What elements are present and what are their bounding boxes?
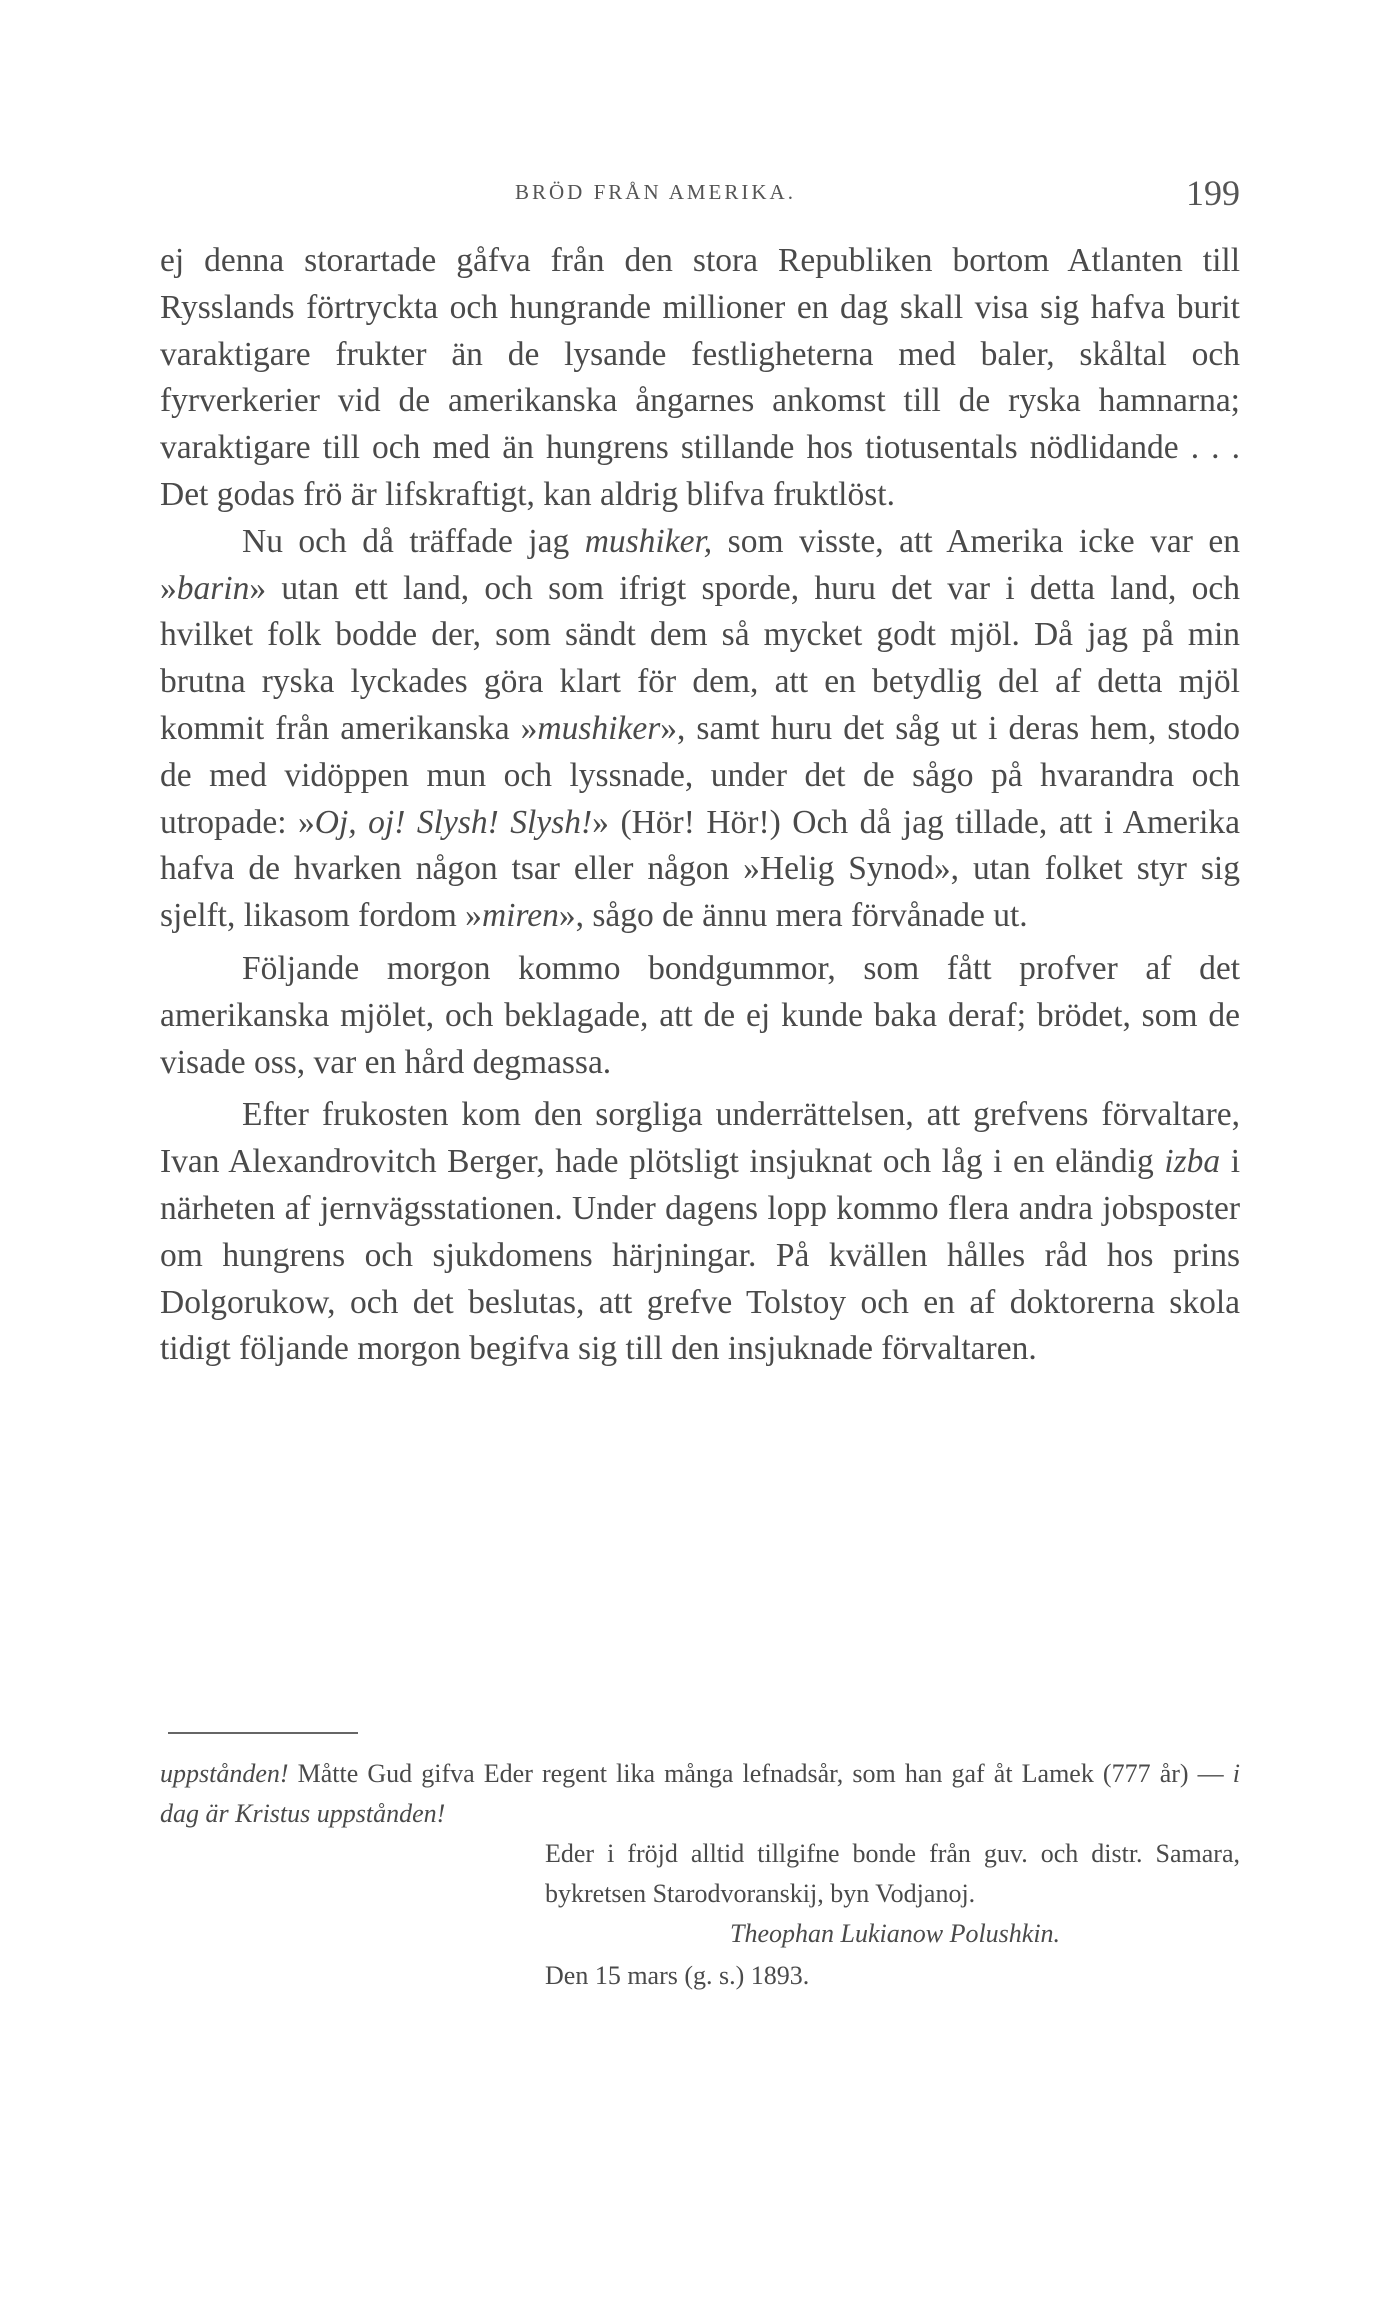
footnote-text: [160, 1754, 1240, 1834]
p2-italic-mushiker: mushiker,: [584, 522, 713, 560]
p2-italic-mushiker-2: mushiker: [537, 709, 661, 747]
p2-text-3: » utan ett land, och som ifrigt sporde, huru det var i detta land, och hvilket folk bodde der, som sändt dem så mycket godt mjöl. Då jag på min brutna ryska lyckades göra klart för dem, att en betydlig del af detta mjöl kommit från amerikanska »: [160, 569, 1240, 747]
page-number: 199: [1186, 173, 1240, 213]
p2-text-6: », sågo de ännu mera förvånade ut.: [558, 897, 1028, 935]
p2-text-2: som visste, att Amerika icke var en »: [160, 522, 1240, 607]
footnote-signature-name: Theophan Lukianow Polushkin.: [730, 1919, 1061, 1948]
paragraph-4: [160, 1092, 1240, 1373]
footnote-signoff: Eder i fröjd alltid tillgifne bonde från guv. och distr. Samara, bykretsen Starodvoranskij, byn Vodjanoj.: [545, 1839, 1240, 1908]
footnote-italic-1: uppstånden!: [160, 1759, 289, 1788]
footnote-date: Den 15 mars (g. s.) 1893.: [545, 1961, 810, 1990]
running-head: [160, 172, 1240, 212]
footnote-rule: [168, 1732, 358, 1734]
paragraph-2: [160, 519, 1240, 940]
p4-text-2: i närheten af jernvägsstationen. Under dagens lopp kommo flera andra jobsposter om hungrens och sjukdomens härjningar. På kvällen hålles råd hos prins Dolgorukow, och det beslutas, att grefve Tolstoy och en af doktorerna skola tidigt följande morgon begifva sig till den insjuknade förvaltaren.: [160, 1143, 1241, 1368]
p2-italic-miren: miren: [481, 897, 559, 935]
p2-text-1: Nu och då träffade jag: [242, 522, 585, 560]
footnotes: [160, 1754, 1240, 1996]
p2-italic-barin: barin: [176, 569, 250, 607]
p4-italic-izba: izba: [1164, 1143, 1221, 1181]
footnote-italic-2: i dag är Kristus uppstånden!: [160, 1759, 1240, 1828]
footnote-text-1: Måtte Gud gifva Eder regent lika många lefnadsår, som han gaf åt Lamek (777 år) —: [288, 1759, 1233, 1788]
p2-text-5: » (Hör! Hör!) Och då jag tillade, att i Amerika hafva de hvarken någon tsar eller någon »Helig Synod», utan folket styr sig sjelft, likasom fordom »: [160, 803, 1240, 935]
p2-italic-exclamation: Oj, oj! Slysh! Slysh!: [314, 803, 593, 841]
paragraph-3: Följande morgon kommo bondgummor, som fått profver af det amerikanska mjölet, och beklagade, att de ej kunde baka deraf; brödet, som de visade oss, var en hård degmassa.: [160, 949, 1240, 1081]
body-text: [160, 238, 1240, 1373]
paragraph-1: ej denna storartade gåfva från den stora Republiken bortom Atlanten till Rysslands förtryckta och hungrande millioner en dag skall visa sig hafva burit varaktigare frukter än de lysande festligheterna med baler, skåltal och fyrverkerier vid de amerikanska ångarnes ankomst till de ryska hamnarna; varaktigare till och med än hungrens stillande hos tiotusentals nödlidande . . . Det godas frö är lifskraftigt, kan aldrig blifva fruktlöst.: [160, 242, 1240, 513]
running-title: BRÖD FRÅN AMERIKA.: [515, 180, 796, 204]
p4-text-1: Efter frukosten kom den sorgliga underrättelsen, att grefvens förvaltare, Ivan Alexandrovitch Berger, hade plötsligt insjuknat och låg i en eländig: [160, 1096, 1240, 1181]
p2-text-4: », samt huru det såg ut i deras hem, stodo de med vidöppen mun och lyssnade, under det de sågo på hvarandra och utropade: »: [160, 709, 1240, 841]
